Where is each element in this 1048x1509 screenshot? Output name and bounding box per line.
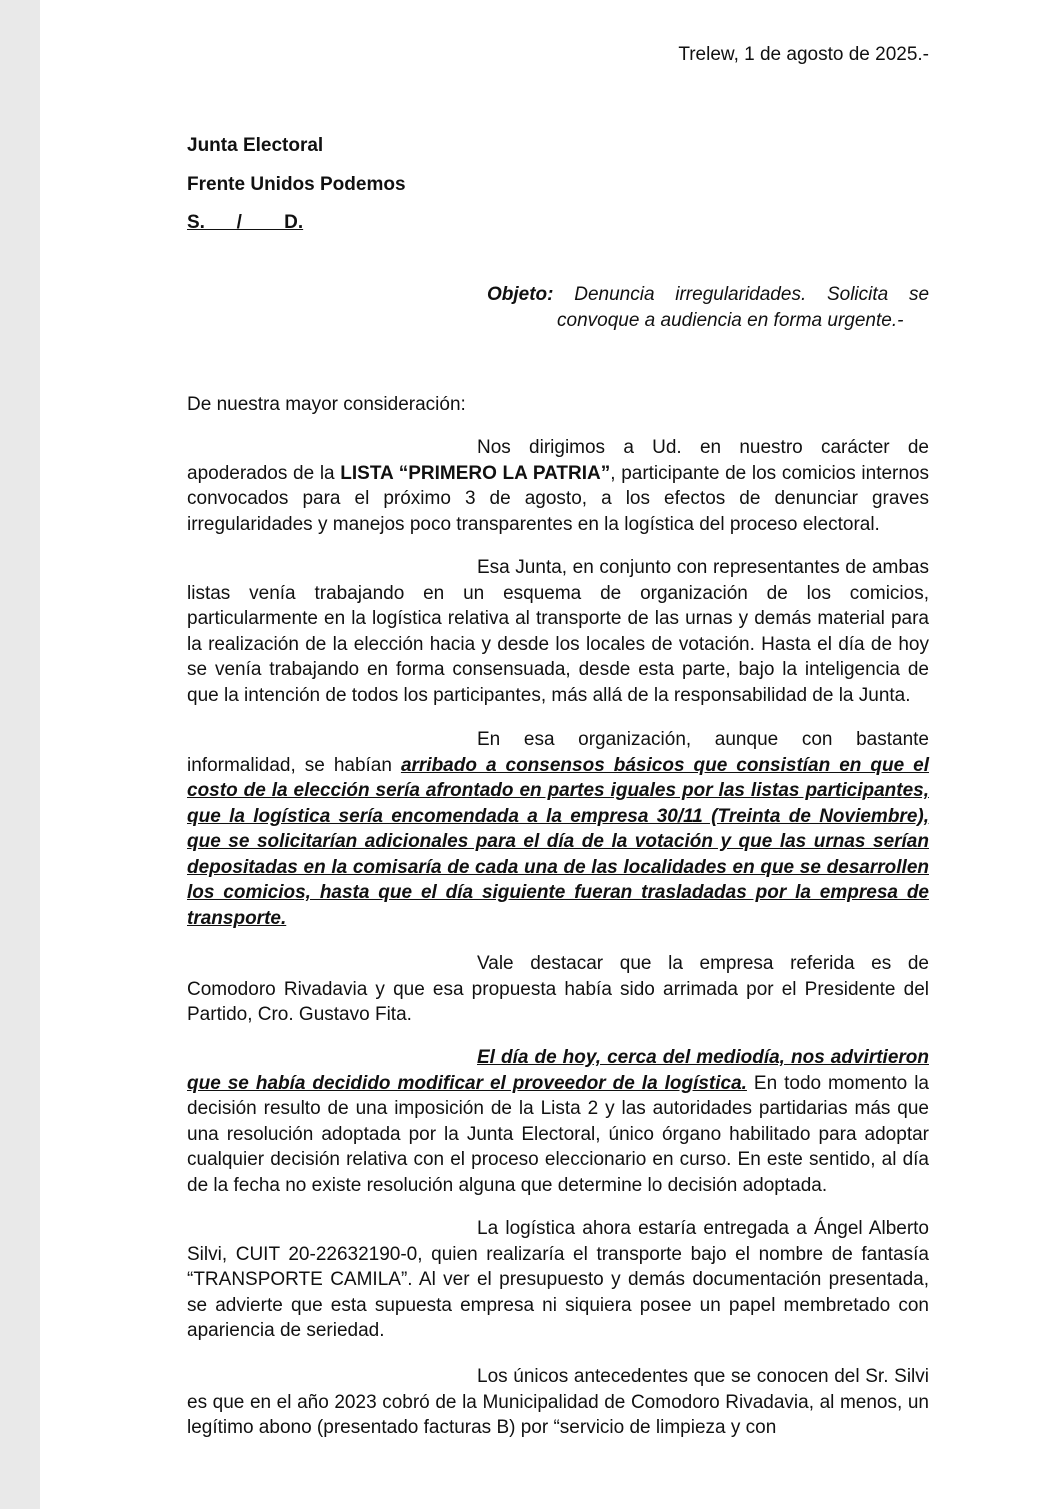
paragraph-3-text-a: En esa organización, aunque con bastante informalidad, se habían xyxy=(187,729,929,776)
subject-label: Objeto: xyxy=(487,284,554,305)
paragraph-1-text-a: Nos dirigimos a Ud. en nuestro carácter de apoderados de la xyxy=(187,437,929,484)
paragraph-4 xyxy=(187,951,929,1028)
subject-text-line-1: Denuncia irregularidades. Solicita se xyxy=(574,284,930,305)
paragraph-1-text-c: , participante de los comicios internos convocados para el próximo 3 de agosto, a los efectos de denunciar graves irregularidades y manejos poco transparentes en la logística del proceso electoral. xyxy=(187,462,929,535)
paragraph-3 xyxy=(187,727,929,931)
paragraph-1 xyxy=(187,435,929,537)
document-page xyxy=(40,0,1048,1509)
paragraph-5-text-b: En todo momento la decisión resulto de una imposición de la Lista 2 y las autoridades partidarias más que una resolución adoptada por la Junta Electoral, único órgano habilitado para adoptar cualquier decisión relativa con el proceso eleccionario en curso. En este sentido, al día de la fecha no existe resolución alguna que determine lo decisión adoptada. xyxy=(187,1072,930,1196)
paragraph-2-text: Esa Junta, en conjunto con representantes de ambas listas venía trabajando en un esquema de organización de los comicios, particularmente en la logística relativa al transporte de las urnas y demás material para la realización de la elección hacia y desde los locales de votación. Hasta el día de hoy se venía trabajando en forma consensuada, desde esta parte, bajo la inteligencia de que la intención de todos los participantes, más allá de la responsabilidad de la Junta. xyxy=(187,557,929,706)
letter-date: Trelew, 1 de agosto de 2025.- xyxy=(678,44,929,65)
paragraph-1-list-name: LISTA “PRIMERO LA PATRIA” xyxy=(340,462,611,484)
subject-text-line-2: convoque a audiencia en forma urgente.- xyxy=(557,310,904,331)
paragraph-3-highlight: arribado a consensos básicos que consistían en que el costo de la elección sería afrontado en partes iguales por las listas participantes, que la logística sería encomendada a la empresa 30/11 (Treinta de Noviembre), que se solicitarían adicionales para el día de la votación y que las urnas serían depositadas en la comisaría de cada una de las localidades en que se desarrollen los comicios, hasta que el día siguiente fueran trasladadas por la empresa de transporte. xyxy=(187,754,929,929)
addressee-sd: S. / D. xyxy=(187,212,304,233)
paragraph-7 xyxy=(187,1364,929,1441)
paragraph-2 xyxy=(187,555,929,708)
paragraph-6-text: La logística ahora estaría entregada a Ángel Alberto Silvi, CUIT 20-22632190-0, quien realizaría el transporte bajo el nombre de fantasía “TRANSPORTE CAMILA”. Al ver el presupuesto y demás documentación presentada, se advierte que esta supuesta empresa ni siquiera posee un papel membretado con apariencia de seriedad. xyxy=(187,1218,929,1341)
paragraph-4-text: Vale destacar que la empresa referida es de Comodoro Rivadavia y que esa propuesta había sido arrimada por el Presidente del Partido, Cro. Gustavo Fita. xyxy=(187,953,929,1025)
addressee-block xyxy=(187,127,406,243)
paragraph-6 xyxy=(187,1216,929,1344)
greeting: De nuestra mayor consideración: xyxy=(187,394,466,415)
addressee-line-1: Junta Electoral xyxy=(187,135,324,156)
paragraph-5-highlight: El día de hoy, cerca del mediodía, nos advirtieron que se había decidido modificar el proveedor de la logística. xyxy=(187,1047,929,1094)
subject-block xyxy=(487,282,929,334)
paragraph-5 xyxy=(187,1045,929,1198)
paragraph-7-text: Los únicos antecedentes que se conocen del Sr. Silvi es que en el año 2023 cobró de la Municipalidad de Comodoro Rivadavia, al menos, un legítimo abono (presentado facturas B) por “servicio de limpieza y con xyxy=(187,1366,929,1438)
addressee-line-2: Frente Unidos Podemos xyxy=(187,173,406,195)
